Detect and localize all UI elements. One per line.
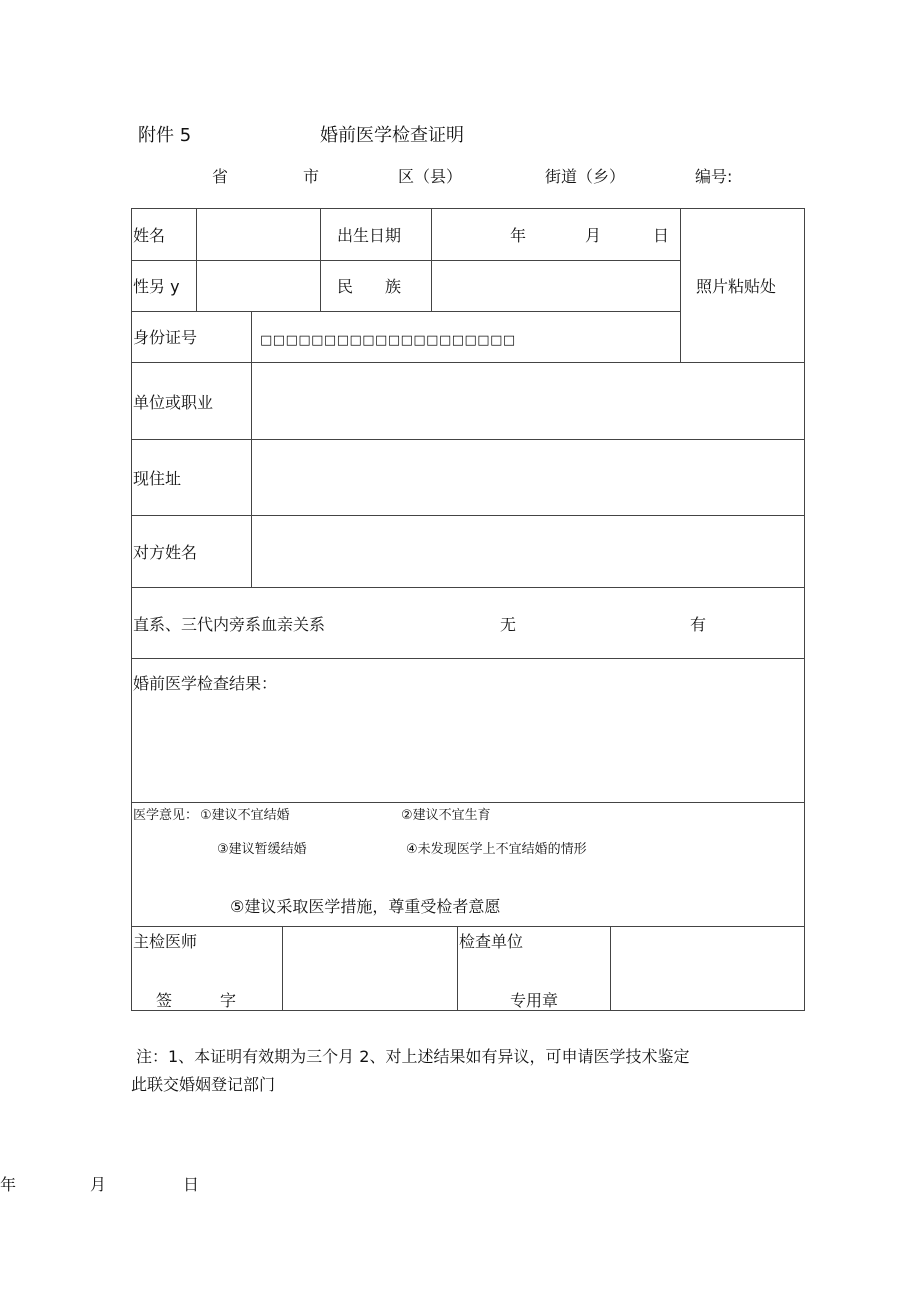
attachment-label: 附件 5 [138, 125, 192, 146]
seal-field[interactable] [612, 928, 802, 1009]
chief-doctor-label: 主检医师 [133, 932, 198, 951]
doctor-signature-field[interactable] [284, 928, 455, 1009]
medical-opinion-label: 医学意见： [133, 808, 199, 823]
employer-field[interactable] [253, 364, 802, 438]
photo-placeholder: 照片粘贴处 [696, 277, 777, 296]
partner-name-label: 对方姓名 [133, 543, 198, 562]
birth-date-label: 出生日期 [337, 226, 402, 245]
footer-date-month: 月 [90, 1175, 107, 1194]
opinion-option-3[interactable]: ③建议暂缓结婚 [217, 842, 307, 857]
opinion-option-1[interactable]: ①建议不宜结婚 [200, 808, 290, 823]
birth-year-label: 年 [510, 226, 527, 245]
validity-note: 注：1、本证明有效期为三个月 2、对上述结果如有异议，可申请医学技术鉴定 [136, 1047, 690, 1066]
partner-name-field[interactable] [253, 517, 802, 586]
exam-unit-label: 检查单位 [459, 932, 524, 951]
birth-day-label: 日 [653, 226, 670, 245]
footer-date-day: 日 [183, 1175, 200, 1194]
street-label: 街道（乡） [545, 167, 626, 186]
kinship-yes-option[interactable]: 有 [690, 615, 707, 634]
id-number-boxes[interactable]: □□□□□□□□□□□□□□□□□□□□ [260, 333, 516, 348]
exam-result-label: 婚前医学检查结果： [133, 674, 278, 693]
gender-label: 性另 y [133, 277, 180, 296]
id-number-label: 身份证号 [133, 328, 198, 347]
exam-result-field[interactable] [133, 700, 802, 800]
kinship-label: 直系、三代内旁系血亲关系 [133, 615, 326, 634]
ethnicity-field[interactable] [433, 262, 678, 310]
name-label: 姓名 [133, 226, 166, 245]
district-label: 区（县） [398, 167, 463, 186]
opinion-option-5[interactable]: ⑤建议采取医学措施，尊重受检者意愿 [230, 897, 501, 916]
province-label: 省 [212, 167, 229, 186]
ethnicity-label: 民 族 [337, 277, 402, 296]
address-field[interactable] [253, 441, 802, 514]
opinion-option-4[interactable]: ④未发现医学上不宜结婚的情形 [406, 842, 587, 857]
opinion-option-2[interactable]: ②建议不宜生育 [401, 808, 491, 823]
serial-number-label: 编号: [695, 167, 733, 186]
official-seal-label: 专用章 [510, 991, 559, 1010]
gender-field[interactable] [198, 262, 318, 310]
city-label: 市 [303, 167, 320, 186]
employer-label: 单位或职业 [133, 393, 214, 412]
birth-month-label: 月 [585, 226, 602, 245]
name-field[interactable] [198, 210, 318, 258]
address-label: 现住址 [133, 469, 182, 488]
kinship-no-option[interactable]: 无 [500, 615, 517, 634]
footer-date-year: 年 [0, 1175, 17, 1194]
signature-label: 签 字 [156, 991, 237, 1010]
page-title: 婚前医学检查证明 [320, 125, 464, 146]
copy-destination-note: 此联交婚姻登记部门 [131, 1075, 276, 1094]
